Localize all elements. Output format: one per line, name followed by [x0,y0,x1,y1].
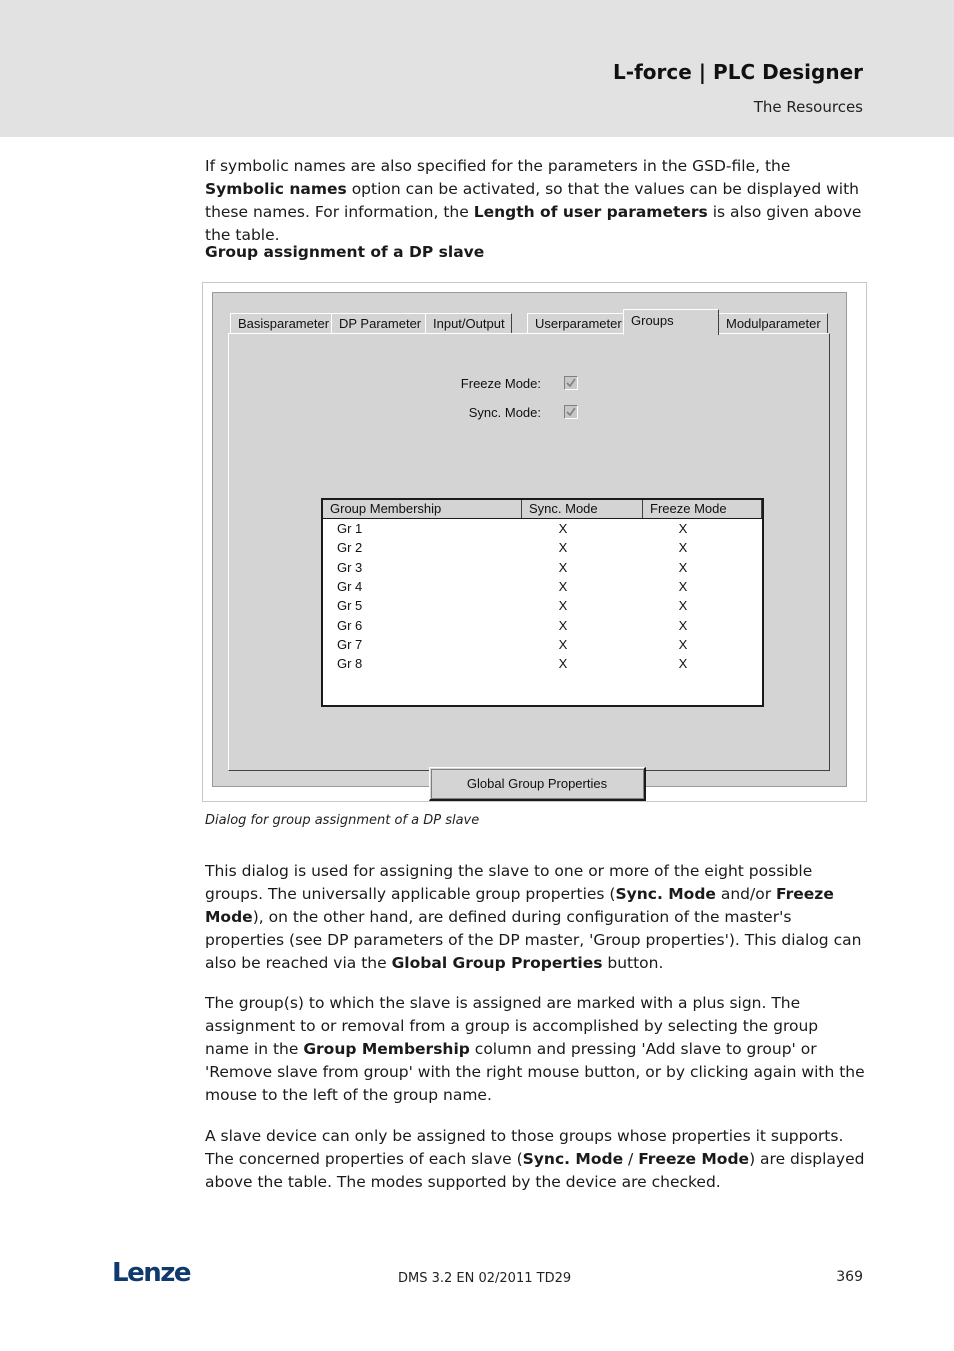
page-header [0,0,954,137]
table-header [323,500,762,519]
sync-mode-cell: X [558,559,568,575]
groups-dialog [212,292,847,791]
tab-basisparameter[interactable]: Basisparameter [230,313,336,334]
freeze-mode-cell: X [678,521,688,536]
intro-paragraph: If symbolic names are also specified for the parameters in the GSD-file, the Symbolic names option can be activated, so that the values can be displayed with these names. For information, the Length of user parameters is also given above the table. [205,157,862,244]
check-icon [566,407,576,417]
lenze-logo: Lenze [112,1258,190,1288]
table-row[interactable] [323,617,762,636]
figure-caption: Dialog for group assignment of a DP slave [205,813,480,828]
column-header-group-membership[interactable]: Group Membership [323,500,522,518]
group-name-cell[interactable]: Gr 4 [337,578,363,594]
group-name-cell[interactable]: Gr 3 [337,559,363,575]
tab-modulparameter[interactable]: Modulparameter [718,313,828,334]
table-row[interactable] [323,655,762,674]
tab-dp-parameter[interactable]: DP Parameter [331,313,428,334]
freeze-mode-cell: X [678,598,688,614]
table-row[interactable] [323,539,762,558]
group-membership-table [321,498,764,707]
sync-mode-cell: X [558,598,568,614]
body-paragraph-2: The group(s) to which the slave is assigned are marked with a plus sign. The assignment to or removal from a group is accomplished by selecting the group name in the Group Membership column and pressing 'Add slave to group' or 'Remove slave from group' with the right mouse button, or by clicking again with the mouse to the left of the group name. [205,994,865,1104]
freeze-mode-cell: X [678,636,688,652]
sync-mode-cell: X [558,540,568,556]
column-header-freeze-mode[interactable]: Freeze Mode [643,500,762,518]
footer-doc-id: DMS 3.2 EN 02/2011 TD29 [398,1271,572,1286]
table-row[interactable] [323,636,762,655]
global-group-properties-button[interactable]: Global Group Properties [429,767,646,801]
group-name-cell[interactable]: Gr 7 [337,636,363,652]
tab-userparameter[interactable]: Userparameter [527,313,629,334]
group-name-cell[interactable]: Gr 5 [337,598,363,614]
table-row[interactable] [323,578,762,597]
header-subtitle: The Resources [753,98,863,116]
table-row[interactable] [323,520,762,539]
column-header-sync-mode[interactable]: Sync. Mode [522,500,643,518]
freeze-mode-cell: X [678,656,688,672]
freeze-mode-cell: X [678,578,688,594]
groups-tab-panel [228,333,830,791]
tab-groups[interactable]: Groups [623,309,719,335]
freeze-mode-checkbox[interactable] [564,376,578,390]
group-name-cell[interactable]: Gr 6 [337,617,363,633]
freeze-mode-cell: X [678,540,688,556]
sync-mode-cell: X [558,521,568,536]
sync-mode-cell: X [558,636,568,652]
freeze-mode-cell: X [678,617,688,633]
page-number: 369 [836,1269,863,1285]
header-title: L-force | PLC Designer [613,60,863,84]
group-name-cell[interactable]: Gr 1 [337,521,363,536]
table-row[interactable] [323,597,762,616]
sync-mode-cell: X [558,578,568,594]
sync-mode-cell: X [558,656,568,672]
group-name-cell[interactable]: Gr 8 [337,656,363,672]
tab-input-output[interactable]: Input/Output [425,313,512,334]
table-row[interactable] [323,559,762,578]
sync-mode-checkbox[interactable] [564,405,578,419]
section-heading: Group assignment of a DP slave [205,243,485,261]
group-name-cell[interactable]: Gr 2 [337,540,363,556]
body-paragraph-3: A slave device can only be assigned to those groups whose properties it supports. The concerned properties of each slave (Sync. Mode / Freeze Mode) are displayed above the table. The modes supported by the device are checked. [205,1127,865,1191]
body-paragraph-1: This dialog is used for assigning the slave to one or more of the eight possible groups. The universally applicable group properties (Sync. Mode and/or Freeze Mode), on the other hand, are defined during configuration of the master's properties (see DP parameters of the DP master, 'Group properties'). This dialog can also be reached via the Global Group Properties button. [205,862,862,972]
freeze-mode-label: Freeze Mode: [460,376,541,391]
sync-mode-label: Sync. Mode: [468,405,541,420]
sync-mode-cell: X [558,617,568,633]
check-icon [566,378,576,388]
freeze-mode-cell: X [678,559,688,575]
